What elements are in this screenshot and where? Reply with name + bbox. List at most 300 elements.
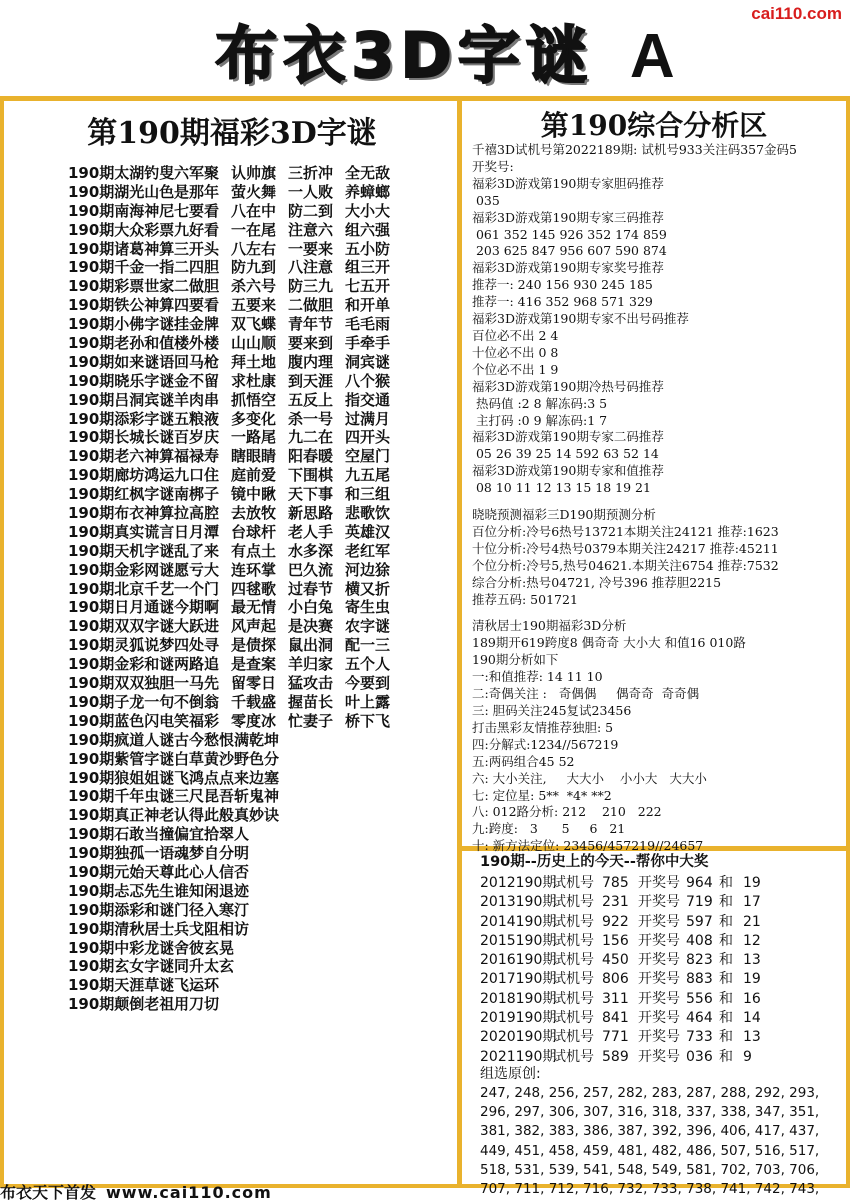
- riddle-clue: 一路尾: [231, 428, 277, 447]
- riddle-clue: 九口住: [174, 466, 220, 485]
- riddle-clue: 八注意: [288, 258, 334, 277]
- riddle-clue: 四要看: [174, 296, 220, 315]
- draw-number: 733: [686, 1029, 713, 1046]
- sum-label: 和: [719, 894, 733, 911]
- analysis-line: 八: 012路分析: 212 210 222: [472, 804, 662, 820]
- draw-label: 开奖号: [638, 1048, 680, 1065]
- riddle-source: 190期紫管字谜: [68, 749, 175, 768]
- riddle-clue: 山山顺: [231, 334, 277, 353]
- sum-value: 14: [743, 1010, 761, 1027]
- riddle-clue: 杀一号: [288, 409, 334, 428]
- riddle-clue: 镜中瞅: [231, 485, 277, 504]
- analysis-line: 十位必不出 0 8: [472, 344, 559, 360]
- riddle-clue: 过满月: [345, 409, 391, 428]
- riddle-clue: 老红军: [345, 541, 391, 560]
- riddle-source: 190期铁公神算: [68, 296, 175, 315]
- trial-label: 试机号: [552, 971, 594, 988]
- riddle-clue: 有点土: [231, 541, 277, 560]
- analysis-line: 035: [472, 192, 500, 208]
- riddle-clue: 楼外楼: [174, 334, 220, 353]
- analysis-line: 开奖号:: [472, 158, 514, 174]
- history-row: [470, 872, 844, 891]
- riddle-clue: 五要来: [231, 296, 277, 315]
- history-period: 2020190期: [480, 1029, 557, 1046]
- riddle-source: 190期太湖钓叟: [68, 164, 175, 182]
- riddle-source: 190期如来谜语: [68, 352, 175, 371]
- riddle-clue: 笑福彩: [174, 711, 220, 730]
- riddle-clue: 组六强: [345, 220, 391, 239]
- analysis-line: 综合分析:热号04721, 冷号396 推荐胆2215: [472, 574, 722, 590]
- riddle-clue: 舍彼玄晃: [174, 938, 235, 957]
- sum-value: 9: [743, 1048, 752, 1065]
- analysis-line: 打击黑彩友情推荐独胆: 5: [472, 719, 614, 735]
- analysis-line: 福彩3D游戏第190期专家胆码推荐: [472, 175, 664, 191]
- analysis-line: 千禧3D试机号第2022189期: 试机号933关注码357金码5: [472, 142, 798, 157]
- riddle-clue: 一马先: [174, 674, 220, 693]
- draw-label: 开奖号: [638, 1010, 680, 1027]
- riddle-source: 190期石敢当撞: [68, 825, 175, 844]
- draw-number: 964: [686, 875, 713, 891]
- analysis-line: 203 625 847 956 607 590 874: [472, 243, 667, 259]
- riddle-clue: 三折冲: [288, 164, 334, 182]
- history-period: 2021190期: [480, 1048, 557, 1065]
- history-row: [470, 911, 844, 930]
- riddle-clue: 阳春暖: [288, 447, 334, 466]
- draw-number: 408: [686, 932, 713, 949]
- riddle-clue: 认帅旗: [231, 164, 277, 182]
- riddle-clue: 和三组: [345, 485, 391, 504]
- site-url[interactable]: cai110.com: [751, 4, 842, 23]
- riddle-clue: 七五开: [345, 277, 391, 296]
- riddle-clue: 三尺昆吾斩鬼神: [174, 787, 280, 806]
- riddle-clue: 白草黄沙野色分: [174, 749, 280, 768]
- riddle-clue: 魂梦自分明: [174, 844, 250, 863]
- riddle-clue: 谁知闲退迹: [174, 881, 250, 900]
- riddle-clue: 到天涯: [288, 371, 334, 390]
- analysis-line: 推荐一: 416 352 968 571 329: [472, 294, 653, 310]
- trial-number: 785: [602, 875, 629, 891]
- trial-number: 806: [602, 971, 629, 988]
- analysis-line: 二:奇偶关注 : 奇偶偶 偶奇奇 奇奇偶: [472, 686, 700, 702]
- riddle-source: 190期北京千艺: [68, 579, 175, 598]
- riddle-source: 190期日月通谜: [68, 598, 175, 617]
- riddle-source: 190期诸葛神算: [68, 239, 175, 258]
- riddle-row: [68, 693, 402, 712]
- riddle-clue: 九好看: [174, 220, 220, 239]
- riddle-clue: 五个人: [345, 655, 391, 674]
- riddle-clue: 八左右: [231, 239, 277, 258]
- riddle-clue: 三开头: [174, 239, 220, 258]
- riddle-source: 190期吕洞宾谜: [68, 390, 175, 409]
- analysis-line: 晓晓预测福彩三D190期预测分析: [472, 507, 656, 523]
- riddle-clue: 百岁庆: [174, 428, 220, 447]
- riddle-source: 190期老六神算: [68, 447, 175, 466]
- sum-label: 和: [719, 875, 733, 891]
- riddle-clue: 八个猴: [345, 371, 391, 390]
- riddle-row: [68, 353, 402, 372]
- riddle-clue: 飞鸿点点来边塞: [174, 768, 280, 787]
- riddle-source: 190期添彩字谜: [68, 409, 175, 428]
- riddle-clue: 九五尾: [345, 466, 391, 485]
- riddle-clue: 全无敌: [345, 164, 391, 182]
- riddle-clue: 求杜康: [231, 371, 277, 390]
- riddle-clue: 多变化: [231, 409, 277, 428]
- history-period: 2015190期: [480, 932, 557, 949]
- trial-number: 231: [602, 894, 629, 911]
- history-row: [470, 968, 844, 987]
- riddle-row: [68, 920, 402, 939]
- riddle-clue: 一要来: [288, 239, 334, 258]
- history-period: 2019190期: [480, 1010, 557, 1027]
- riddle-row: [68, 957, 402, 976]
- riddle-source: 190期湖光山色: [68, 182, 175, 201]
- riddle-clue: 腹内理: [288, 352, 334, 371]
- block-gap: [472, 497, 844, 507]
- riddle-source: 190期布衣神算: [68, 504, 175, 523]
- riddle-clue: 防二到: [288, 201, 334, 220]
- riddle-row: [68, 183, 402, 202]
- riddle-clue: 萤火舞: [231, 182, 277, 201]
- riddle-row: [68, 769, 402, 788]
- trial-label: 试机号: [552, 990, 594, 1007]
- combo-numbers: 247, 248, 256, 257, 282, 283, 287, 288, 292, 293, 296, 297, 306, 307, 316, 318, 337, 338, 347, 351, 381, 382, 383, 386, 387, 392, 396, 406, 417, 437, 449, 451, 458, 459, 481, 482, 486, 507, 516, 517, 518, 531, 539, 541, 548, 549, 581, 702, 703, 706, 707, 711, 712, 716, 732, 733, 738, 741, 742, 743,: [480, 1084, 820, 1197]
- riddle-clue: 空屋门: [345, 447, 391, 466]
- riddle-row: [68, 523, 402, 542]
- riddle-clue: 日月潭: [174, 522, 220, 541]
- analysis-line: 九:跨度: 3 5 6 21: [472, 821, 626, 837]
- analysis-line: 福彩3D游戏第190期专家二码推荐: [472, 429, 664, 445]
- riddle-clue: 挂金牌: [174, 315, 220, 334]
- riddle-clue: 一人败: [288, 182, 334, 201]
- riddle-source: 190期添彩和谜: [68, 900, 175, 919]
- draw-label: 开奖号: [638, 913, 680, 930]
- riddle-clue: 注意六: [288, 220, 334, 239]
- footer-url[interactable]: www.cai110.com: [106, 1183, 272, 1202]
- riddle-row: [68, 447, 402, 466]
- riddle-source: 190期金彩和谜: [68, 655, 175, 674]
- analysis-line: 百位必不出 2 4: [472, 327, 559, 343]
- sum-value: 16: [743, 990, 761, 1007]
- riddle-row: [68, 391, 402, 410]
- sum-value: 21: [743, 913, 761, 930]
- draw-label: 开奖号: [638, 1029, 680, 1046]
- riddle-clue: 猛攻击: [288, 674, 334, 693]
- riddle-source: 190期千金一指: [68, 258, 175, 277]
- banner-title: 布衣3D字谜: [215, 19, 594, 92]
- riddle-clue: 最无情: [231, 598, 277, 617]
- riddle-clue: 防九到: [231, 258, 277, 277]
- riddle-clue: 六军聚: [174, 164, 220, 182]
- riddle-clue: 抓悟空: [231, 390, 277, 409]
- riddle-source: 190期双双独胆: [68, 674, 175, 693]
- riddle-clue: 大小大: [345, 201, 391, 220]
- riddle-row: [68, 995, 402, 1014]
- history-row: [470, 1046, 844, 1065]
- riddle-source: 190期疯道人谜: [68, 730, 175, 749]
- riddle-row: [68, 882, 402, 901]
- riddle-clue: 两路追: [174, 655, 220, 674]
- trial-number: 311: [602, 990, 629, 1007]
- sum-label: 和: [719, 1048, 733, 1065]
- combo-title: 组选原创:: [480, 1065, 541, 1082]
- analysis-line: 七: 定位星: 5** *4* **2: [472, 787, 612, 803]
- sum-label: 和: [719, 952, 733, 969]
- riddle-row: [68, 731, 402, 750]
- riddle-row: [68, 750, 402, 769]
- trial-number: 156: [602, 932, 629, 949]
- riddle-clue: 农字谜: [345, 617, 391, 636]
- draw-label: 开奖号: [638, 990, 680, 1007]
- riddle-source: 190期真正神老: [68, 806, 175, 825]
- riddle-clue: 连环掌: [231, 560, 277, 579]
- riddle-clue: 握苗长: [288, 692, 334, 711]
- riddle-source: 190期玄女字谜: [68, 957, 175, 976]
- riddle-clue: 是决赛: [288, 617, 334, 636]
- riddle-row: [68, 787, 402, 806]
- riddle-clue: 九二在: [288, 428, 334, 447]
- history-period: 2016190期: [480, 952, 557, 969]
- draw-number: 036: [686, 1048, 713, 1065]
- column-divider: [457, 96, 462, 1188]
- riddle-clue: 老人手: [288, 522, 334, 541]
- riddle-clue: 福禄寿: [174, 447, 220, 466]
- analysis-line: 十位分析:冷号4热号0379本期关注24217 推荐:45211: [472, 540, 779, 556]
- riddle-clue: 四处寻: [174, 636, 220, 655]
- riddle-clue: 千载盛: [231, 692, 277, 711]
- sum-label: 和: [719, 1029, 733, 1046]
- analysis-line: 清秋居士190期福彩3D分析: [472, 618, 627, 634]
- sum-label: 和: [719, 1010, 733, 1027]
- trial-label: 试机号: [552, 1029, 594, 1046]
- analysis-line: 福彩3D游戏第190期专家和值推荐: [472, 463, 664, 479]
- analysis-line: 百位分析:冷号6热号13721本期关注24121 推荐:1623: [472, 523, 779, 539]
- riddle-row: [68, 466, 402, 485]
- riddle-clue: 防三九: [288, 277, 334, 296]
- riddle-clue: 寄生虫: [345, 598, 391, 617]
- trial-label: 试机号: [552, 1048, 594, 1065]
- sum-value: 13: [743, 1029, 761, 1046]
- banner: [0, 16, 850, 96]
- riddle-clue: 认得此般真妙诀: [174, 806, 280, 825]
- riddle-source: 190期双双字谜: [68, 617, 175, 636]
- riddle-clue: 乱了来: [174, 541, 220, 560]
- riddle-section-title: 第190期福彩3D字谜: [87, 116, 377, 151]
- riddle-clue: 一在尾: [231, 220, 277, 239]
- analysis-line: 一:和值推荐: 14 11 10: [472, 669, 603, 685]
- analysis-line: 个位必不出 1 9: [472, 361, 559, 377]
- riddle-row: [68, 617, 402, 636]
- draw-label: 开奖号: [638, 894, 680, 911]
- riddle-clue: 叶上露: [345, 692, 391, 711]
- riddle-source: 190期蓝色闪电: [68, 711, 175, 730]
- riddle-clue: 八在中: [231, 201, 277, 220]
- trial-number: 450: [602, 952, 629, 969]
- riddle-clue: 飞运环: [174, 976, 220, 995]
- history-row: [470, 891, 844, 910]
- riddle-source: 190期老孙和值: [68, 334, 175, 353]
- analysis-panel: [472, 142, 844, 855]
- riddle-source: 190期子龙一句: [68, 692, 175, 711]
- riddle-clue: 英雄汉: [345, 522, 391, 541]
- riddle-source: 190期彩票世家: [68, 277, 175, 296]
- riddle-source: 190期清秋居士: [68, 919, 175, 938]
- trial-label: 试机号: [552, 932, 594, 949]
- riddle-clue: 用刀切: [174, 995, 220, 1014]
- trial-label: 试机号: [552, 952, 594, 969]
- trial-label: 试机号: [552, 875, 594, 891]
- riddle-row: [68, 598, 402, 617]
- analysis-section-title: 第190综合分析区: [540, 109, 768, 142]
- history-table: [470, 872, 844, 1065]
- riddle-source: 190期千年虫谜: [68, 787, 175, 806]
- riddle-clue: 留零日: [231, 674, 277, 693]
- riddle-clue: 今期啊: [174, 598, 220, 617]
- draw-number: 823: [686, 952, 713, 969]
- riddle-clue: 横又折: [345, 579, 391, 598]
- riddle-clue: 门径入寒汀: [174, 900, 250, 919]
- riddle-row: [68, 655, 402, 674]
- riddle-clue: 是债探: [231, 636, 277, 655]
- analysis-line: 05 26 39 25 14 592 63 52 14: [472, 446, 659, 462]
- analysis-line: 推荐五码: 501721: [472, 591, 578, 607]
- draw-label: 开奖号: [638, 932, 680, 949]
- riddle-source: 190期忐忑先生: [68, 881, 175, 900]
- riddle-row: [68, 561, 402, 580]
- history-period: 2018190期: [480, 990, 557, 1007]
- riddle-clue: 水多深: [288, 541, 334, 560]
- riddle-clue: 零度冰: [231, 711, 277, 730]
- sum-value: 12: [743, 932, 761, 949]
- riddle-clue: 要来到: [288, 334, 334, 353]
- riddle-clue: 悲歌饮: [345, 504, 391, 523]
- riddle-row: [68, 674, 402, 693]
- riddle-clue: 和开单: [345, 296, 391, 315]
- riddle-clue: 二四胆: [174, 258, 220, 277]
- riddle-row: [68, 580, 402, 599]
- riddle-clue: 大跃进: [174, 617, 220, 636]
- analysis-line: 福彩3D游戏第190期冷热号码推荐: [472, 378, 664, 394]
- riddle-row: [68, 428, 402, 447]
- riddle-clue: 羊归家: [288, 655, 334, 674]
- analysis-line: 四:分解式:1234//567219: [472, 736, 619, 752]
- riddle-clue: 是那年: [174, 182, 220, 201]
- draw-number: 597: [686, 913, 713, 930]
- riddle-clue: 二做胆: [288, 296, 334, 315]
- riddle-clue: 养蟑螂: [345, 182, 391, 201]
- riddle-clue: 过春节: [288, 579, 334, 598]
- riddle-clue: 瞎眼睛: [231, 447, 277, 466]
- sum-value: 19: [743, 875, 761, 891]
- draw-label: 开奖号: [638, 952, 680, 969]
- riddle-row: [68, 939, 402, 958]
- riddle-row: [68, 844, 402, 863]
- trial-label: 试机号: [552, 913, 594, 930]
- riddle-clue: 青年节: [288, 315, 334, 334]
- riddle-clue: 忙妻子: [288, 711, 334, 730]
- analysis-line: 十: 新方法定位: 23456/457219//24657: [472, 838, 704, 854]
- riddle-source: 190期廊坊鸿运: [68, 466, 175, 485]
- riddle-clue: 一个门: [174, 579, 220, 598]
- history-period: 2014190期: [480, 913, 557, 930]
- riddle-source: 190期天机字谜: [68, 541, 175, 560]
- riddle-source: 190期狼姐姐谜: [68, 768, 175, 787]
- analysis-line: 福彩3D游戏第190期专家三码推荐: [472, 209, 664, 225]
- riddle-clue: 金不留: [174, 371, 220, 390]
- riddle-clue: 四开头: [345, 428, 391, 447]
- riddle-row: [68, 636, 402, 655]
- analysis-line: 六: 大小关注, 大大小 小小大 大大小: [472, 770, 707, 786]
- analysis-line: 福彩3D游戏第190期专家奖号推荐: [472, 260, 664, 276]
- history-title: 190期--历史上的今天--帮你中大奖: [480, 854, 709, 870]
- riddle-clue: 毛毛雨: [345, 315, 391, 334]
- analysis-line: 福彩3D游戏第190期专家不出号码推荐: [472, 311, 689, 327]
- riddle-clue: 去放牧: [231, 504, 277, 523]
- riddle-row: [68, 277, 402, 296]
- riddle-source: 190期颠倒老祖: [68, 995, 175, 1014]
- riddle-clue: 桥下飞: [345, 711, 391, 730]
- analysis-line: 热码值 :2 8 解冻码:3 5: [472, 395, 608, 411]
- riddle-source: 190期南海神尼: [68, 201, 175, 220]
- riddle-clue: 风声起: [231, 617, 277, 636]
- riddle-clue: 庭前爱: [231, 466, 277, 485]
- draw-label: 开奖号: [638, 971, 680, 988]
- riddle-source: 190期天涯草谜: [68, 976, 175, 995]
- analysis-line: 推荐一: 240 156 930 245 185: [472, 277, 653, 293]
- riddle-clue: 四毬歌: [231, 579, 277, 598]
- riddle-source: 190期小佛字谜: [68, 315, 175, 334]
- riddle-clue: 不倒翁: [174, 692, 220, 711]
- riddle-row: [68, 825, 402, 844]
- riddle-clue: 手牵手: [345, 334, 391, 353]
- riddle-source: 190期大众彩票: [68, 220, 175, 239]
- analysis-line: 主打码 :0 9 解冻码:1 7: [472, 412, 608, 428]
- riddle-source: 190期独孤一语: [68, 844, 175, 863]
- trial-label: 试机号: [552, 1010, 594, 1027]
- riddle-source: 190期金彩网谜: [68, 560, 175, 579]
- riddle-clue: 七要看: [174, 201, 220, 220]
- riddle-source: 190期真实谎言: [68, 522, 175, 541]
- riddle-clue: 指交通: [345, 390, 391, 409]
- riddle-clue: 天下事: [288, 485, 334, 504]
- riddle-clue: 南梆子: [174, 485, 220, 504]
- riddle-clue: 今要到: [345, 674, 391, 693]
- riddle-clue: 组三开: [345, 258, 391, 277]
- trial-number: 922: [602, 913, 629, 930]
- riddle-row: [68, 221, 402, 240]
- block-gap: [472, 608, 844, 618]
- riddle-source: 190期元始天尊: [68, 862, 175, 881]
- analysis-line: 个位分析:冷号5,热号04621.本期关注6754 推荐:7532: [472, 557, 779, 573]
- riddle-source: 190期长城长谜: [68, 428, 175, 447]
- analysis-line: 190期分析如下: [472, 652, 559, 668]
- footer: [0, 1180, 460, 1202]
- riddle-row: [68, 542, 402, 561]
- riddle-source: 190期晓乐字谜: [68, 371, 175, 390]
- trial-label: 试机号: [552, 894, 594, 911]
- banner-letter: A: [629, 22, 675, 91]
- riddle-clue: 小白兔: [288, 598, 334, 617]
- riddle-clue: 此心人信否: [174, 862, 250, 881]
- riddle-clue: 五粮液: [174, 409, 220, 428]
- draw-number: 883: [686, 971, 713, 988]
- riddle-row: [68, 240, 402, 259]
- riddle-clue: 洞宾谜: [345, 352, 391, 371]
- riddle-clue: 愿亏大: [174, 560, 220, 579]
- sum-label: 和: [719, 990, 733, 1007]
- riddle-clue: 五小防: [345, 239, 391, 258]
- trial-number: 771: [602, 1029, 629, 1046]
- riddle-clue: 双飞蝶: [231, 315, 277, 334]
